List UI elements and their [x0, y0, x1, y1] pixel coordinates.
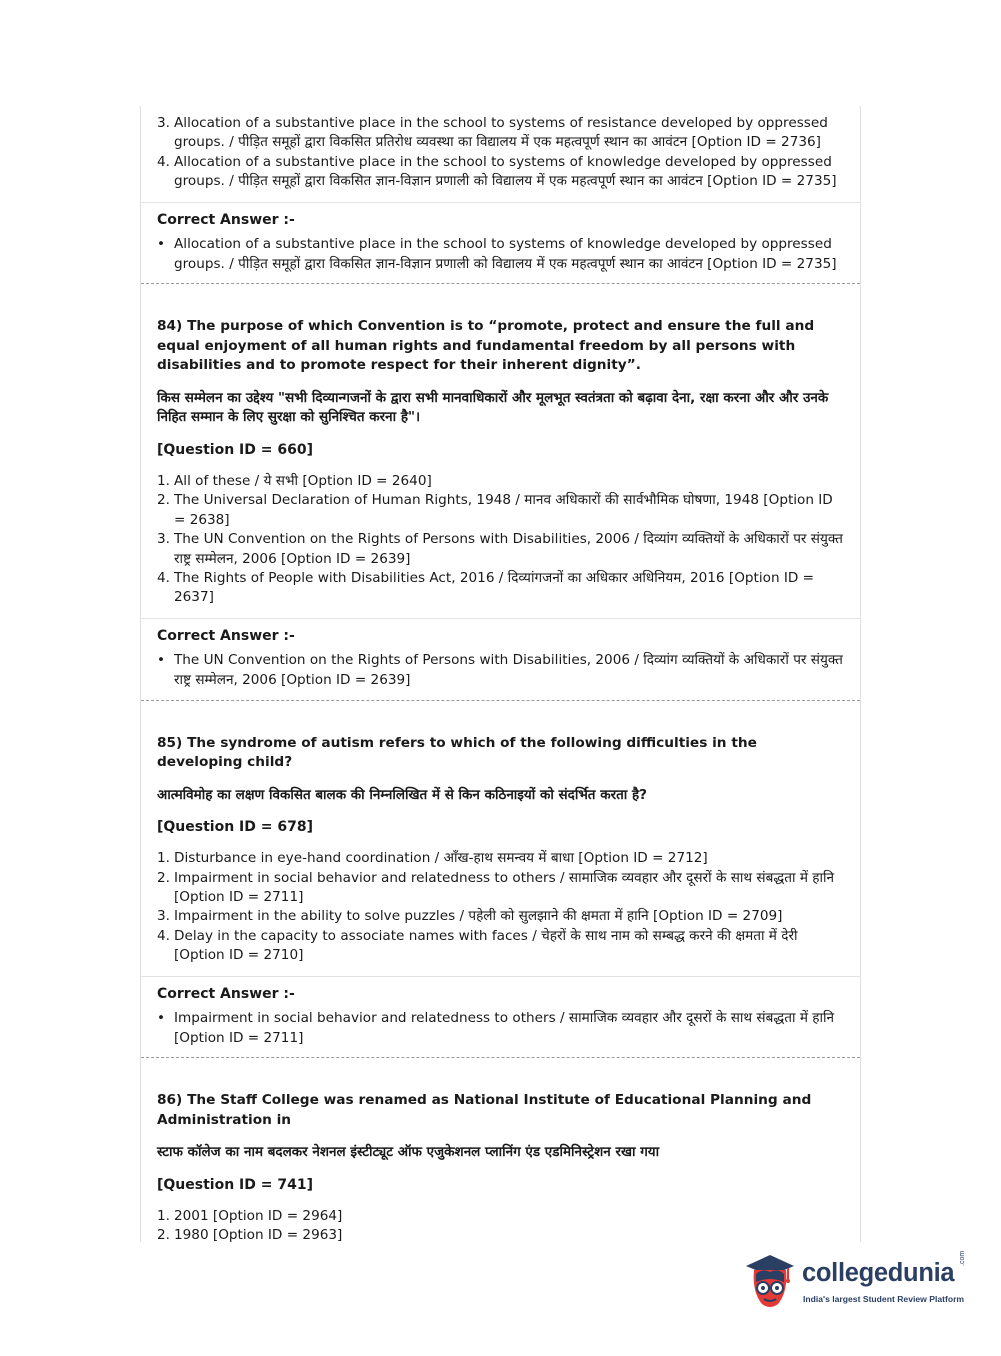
exam-page [140, 106, 861, 1242]
option-item: 1. All of these / ये सभी [Option ID = 2640] [157, 472, 432, 489]
question-title-en: 84) The purpose of which Convention is to “promote, protect and ensure the full and equal enjoyment of all human rights and fundamental freedom by all persons with disabilities and to promote respect for their inherent dignity”. [157, 318, 815, 374]
question-86 [141, 1058, 860, 1195]
question-84-options [141, 460, 860, 618]
option-item: 4. The Rights of People with Disabilities Act, 2016 / दिव्यांगजनों का अधिकार अधिनियम, 2016 [Option ID = 2637] [157, 569, 815, 606]
correct-answer-text: • Allocation of a substantive place in the school to systems of knowledge developed by oppressed groups. / पीड़ित समूहों द्वारा विकसित ज्ञान-विज्ञान प्रणाली को विद्यालय में एक महत्वपूर्ण स्थान का आवंटन [Option ID = 2735] [157, 235, 837, 273]
question-title-en: 86) The Staff College was renamed as National Institute of Educational Planning and Administration in [157, 1092, 812, 1128]
correct-answer-text: • Impairment in social behavior and relatedness to others / सामाजिक व्यवहार और दूसरों के साथ संबद्धता में हानि [Option ID = 2711] [157, 1009, 835, 1046]
option-item: 1. 2001 [Option ID = 2964] [157, 1207, 343, 1224]
option-item: 3. The UN Convention on the Rights of Persons with Disabilities, 2006 / दिव्यांग व्यक्तियों के अधिकारों पर संयुक्त राष्ट्र सम्मेलन, 2006 [Option ID = 2639] [157, 531, 843, 567]
correct-answer-label: Correct Answer :- [157, 211, 295, 228]
question-title-hi: किस सम्मेलन का उद्देश्य "सभी दिव्यान्गजनों के द्वारा सभी मानवाधिकारों और मूलभूत स्वतंत्रता को बढ़ावा देना, रक्षा करना और और उनके निहित सम्मान के लिए सुरक्षा को सुनिश्चित करना है"। [157, 389, 829, 426]
correct-answer-label: Correct Answer :- [157, 985, 295, 1002]
question-id: [Question ID = 660] [157, 441, 313, 458]
question-85-options [141, 837, 860, 975]
option-item: 2. The Universal Declaration of Human Rights, 1948 / मानव अधिकारों की सार्वभौमिक घोषणा, 1948 [Option ID = 2638] [157, 492, 833, 528]
question-85 [141, 701, 860, 838]
option-item: 3. Allocation of a substantive place in the school to systems of resistance developed by oppressed groups. / पीड़ित समूहों द्वारा विकसित प्रतिरोध व्यवस्था का विद्यालय में एक महत्वपूर्ण स्थान का आवंटन [Option ID = 2736] [157, 115, 828, 151]
collegedunia-logo [742, 1252, 967, 1314]
question-title-hi: स्टाफ कॉलेज का नाम बदलकर नेशनल इंस्टीट्यूट ऑफ एजुकेशनल प्लानिंग एंड एडमिनिस्ट्रेशन रखा गया [157, 1144, 660, 1161]
bullet-icon: • [157, 235, 166, 252]
correct-answer-text: • The UN Convention on the Rights of Persons with Disabilities, 2006 / दिव्यांग व्यक्तियों के अधिकारों पर संयुक्त राष्ट्र सम्मेलन, 2006 [Option ID = 2639] [157, 651, 843, 689]
mascot-icon [742, 1252, 798, 1312]
question-title-en: 85) The syndrome of autism refers to which of the following difficulties in the developing child? [157, 734, 757, 771]
question-84 [141, 284, 860, 460]
logo-brand-text: collegedunia [802, 1259, 955, 1287]
option-item: 4. Allocation of a substantive place in the school to systems of knowledge developed by oppressed groups. / पीड़ित समूहों द्वारा विकसित ज्ञान-विज्ञान प्रणाली को विद्यालय में एक महत्वपूर्ण स्थान का आवंटन [Option ID = 2735] [157, 153, 837, 190]
question-id: [Question ID = 678] [157, 819, 313, 836]
question-id: [Question ID = 741] [157, 1176, 313, 1193]
option-item: 2. 1980 [Option ID = 2963] [157, 1227, 343, 1242]
logo-suffix: .com [959, 1250, 966, 1266]
question-85-correct-answer [141, 976, 860, 1058]
option-item: 2. Impairment in social behavior and relatedness to others / सामाजिक व्यवहार और दूसरों के साथ संबद्धता में हानि [Option ID = 2711] [157, 869, 835, 905]
option-item: 1. Disturbance in eye-hand coordination / आँख-हाथ समन्वय में बाधा [Option ID = 2712] [157, 850, 708, 867]
question-84-correct-answer [141, 618, 860, 700]
logo-tagline: India's largest Student Review Platform [803, 1294, 965, 1304]
question-86-options [141, 1195, 860, 1242]
prev-question-options [141, 106, 860, 202]
option-item: 4. Delay in the capacity to associate names with faces / चेहरों के साथ नाम को सम्बद्ध करने की क्षमता में देरी [Option ID = 2710] [157, 927, 798, 964]
option-item: 3. Impairment in the ability to solve puzzles / पहेली को सुलझाने की क्षमता में हानि [Option ID = 2709] [157, 908, 783, 925]
correct-answer-label: Correct Answer :- [157, 627, 295, 644]
prev-correct-answer [141, 202, 860, 284]
bullet-icon: • [157, 1009, 166, 1026]
question-title-hi: आत्मविमोह का लक्षण विकसित बालक की निम्नलिखित में से किन कठिनाइयों को संदर्भित करता है? [157, 786, 647, 803]
bullet-icon: • [157, 651, 166, 668]
